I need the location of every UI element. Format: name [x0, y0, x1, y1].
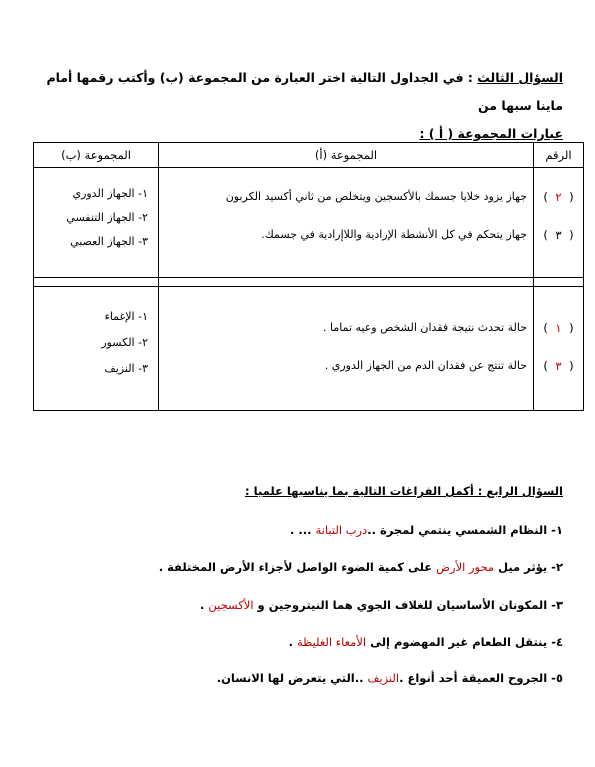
answer-slot[interactable]: ( ٣ ): [534, 216, 583, 254]
option: ٣- النزيف: [104, 362, 148, 375]
question3-instruction: : في الجداول التالية اختر العبارة من المجموعة (ب) وأكتب رقمها أمام ماينا سبها من: [46, 70, 563, 113]
group-b-cell: [34, 287, 159, 411]
item-text: ٢- يؤثر ميل: [494, 560, 563, 574]
fill-blank-item: [159, 557, 563, 577]
fill-blank-item: [289, 632, 563, 652]
statement: حالة تنتج عن فقدان الدم من الجهاز الدوري .: [324, 359, 527, 372]
item-answer[interactable]: درب التبانة: [315, 523, 368, 537]
matching-table: [33, 142, 584, 411]
item-answer[interactable]: الأمعاء الغليظة: [296, 635, 367, 649]
answer-value: ٣: [555, 228, 562, 242]
header-num: الرقم: [534, 143, 584, 168]
question3-instruction-line2: عبارات المجموعة ( أ ) :: [419, 126, 563, 141]
table-row: [34, 287, 584, 411]
item-text: ٣- المكونان الأساسيان للغلاف الجوي هما النيتروجين و: [253, 598, 563, 612]
answer-value: ٣: [555, 359, 562, 373]
item-text: ٤- ينتقل الطعام غير المهضوم إلى: [366, 635, 563, 649]
group-a-cell: [159, 287, 534, 411]
num-cell: [534, 287, 584, 411]
answer-value: ١: [555, 321, 562, 335]
table-row: [34, 168, 584, 278]
answer-slot[interactable]: ( ٢ ): [534, 178, 583, 216]
item-text: .: [288, 635, 297, 649]
group-b-cell: [34, 168, 159, 278]
header-group-a: المجموعة (أ): [159, 143, 534, 168]
header-group-b: المجموعة (ب): [34, 143, 159, 168]
item-answer[interactable]: النزيف: [367, 671, 400, 685]
statement: جهاز يزود خلايا جسمك بالأكسجين ويتخلص من ثاني أكسيد الكربون: [225, 190, 527, 203]
fill-blank-item: [290, 520, 563, 540]
option: ٢- الكسور: [101, 336, 148, 349]
group-a-cell: [159, 168, 534, 278]
item-text: على كمية الضوء الواصل لأجزاء الأرض المختلفة .: [158, 560, 437, 574]
item-text: ١- النظام الشمسي ينتمي لمجرة ..: [367, 523, 563, 537]
option: ١- الإغماء: [104, 310, 148, 323]
item-answer[interactable]: الأكسجين: [208, 598, 254, 612]
question3-title: [43, 64, 563, 148]
option: ٢- الجهاز التنفسي: [66, 211, 148, 224]
fill-blank-item: [217, 668, 563, 688]
fill-blank-item: [200, 595, 563, 615]
option: ٣- الجهاز العصبي: [70, 235, 148, 248]
question3-lead: السؤال الثالث: [477, 70, 563, 85]
option: ١- الجهاز الدوري: [72, 187, 148, 200]
item-text: ... .: [290, 523, 316, 537]
answer-slot[interactable]: ( ٣ ): [534, 347, 583, 385]
question4-title: السؤال الرابع : أكمل الفراغات التالية بما يناسبها علميا :: [245, 484, 563, 498]
answer-value: ٢: [555, 190, 562, 204]
answer-slot[interactable]: ( ١ ): [534, 309, 583, 347]
statement: حالة تحدث نتيجة فقدان الشخص وعيه تماما .: [323, 321, 527, 334]
table-header-row: [34, 143, 584, 168]
item-text: .: [200, 598, 209, 612]
table-gap-row: [34, 278, 584, 287]
item-text: ..التي يتعرض لها الانسان.: [216, 671, 368, 685]
item-answer[interactable]: محور الأرض: [436, 560, 495, 574]
statement: جهاز يتحكم في كل الأنشطة الإرادية واللاإرادية في جسمك.: [261, 228, 527, 241]
num-cell: [534, 168, 584, 278]
item-text: ٥- الجروح العميقة أحد أنواع .: [399, 671, 563, 685]
